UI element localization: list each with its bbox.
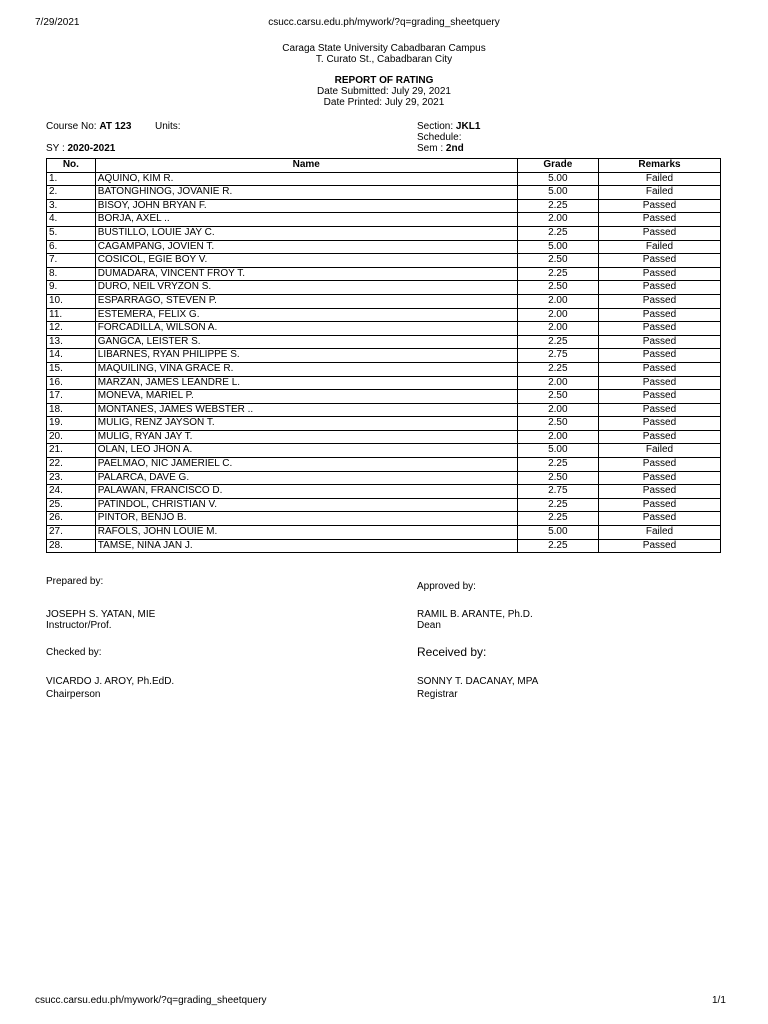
cell-name: MARZAN, JAMES LEANDRE L. <box>95 376 517 390</box>
table-row <box>47 199 721 213</box>
cell-no: 22. <box>47 458 96 472</box>
cell-grade: 2.75 <box>517 485 598 499</box>
cell-no: 27. <box>47 526 96 540</box>
cell-name: BUSTILLO, LOUIE JAY C. <box>95 226 517 240</box>
cell-name: COSICOL, EGIE BOY V. <box>95 254 517 268</box>
cell-no: 20. <box>47 430 96 444</box>
table-row <box>47 267 721 281</box>
cell-grade: 2.75 <box>517 349 598 363</box>
col-header-name: Name <box>95 159 517 173</box>
cell-grade: 2.00 <box>517 403 598 417</box>
cell-grade: 2.25 <box>517 335 598 349</box>
cell-no: 3. <box>47 199 96 213</box>
col-header-grade: Grade <box>517 159 598 173</box>
cell-no: 4. <box>47 213 96 227</box>
cell-no: 24. <box>47 485 96 499</box>
table-row <box>47 294 721 308</box>
cell-no: 26. <box>47 512 96 526</box>
cell-no: 2. <box>47 186 96 200</box>
cell-remarks: Passed <box>598 471 720 485</box>
cell-no: 18. <box>47 403 96 417</box>
cell-no: 11. <box>47 308 96 322</box>
sem-value: 2nd <box>445 143 464 154</box>
cell-no: 16. <box>47 376 96 390</box>
cell-name: PALARCA, DAVE G. <box>95 471 517 485</box>
sem-info <box>417 143 464 154</box>
table-row <box>47 403 721 417</box>
cell-grade: 2.25 <box>517 539 598 553</box>
date-submitted: Date Submitted: July 29, 2021 <box>317 86 451 97</box>
table-row <box>47 485 721 499</box>
cell-remarks: Passed <box>598 539 720 553</box>
cell-grade: 2.25 <box>517 226 598 240</box>
cell-grade: 5.00 <box>517 526 598 540</box>
table-row <box>47 539 721 553</box>
prepared-by-name: JOSEPH S. YATAN, MIE <box>46 609 156 620</box>
cell-grade: 2.50 <box>517 254 598 268</box>
cell-no: 9. <box>47 281 96 295</box>
cell-grade: 2.50 <box>517 390 598 404</box>
cell-no: 12. <box>47 322 96 336</box>
course-value: AT 123 <box>99 121 132 132</box>
col-header-no: No. <box>47 159 96 173</box>
approved-by-name: RAMIL B. ARANTE, Ph.D. <box>417 609 533 620</box>
cell-grade: 2.00 <box>517 430 598 444</box>
section-info <box>417 121 480 132</box>
cell-name: OLAN, LEO JHON A. <box>95 444 517 458</box>
cell-name: TAMSE, NIÑA JAN J. <box>95 539 517 553</box>
cell-remarks: Failed <box>598 172 720 186</box>
col-header-remarks: Remarks <box>598 159 720 173</box>
cell-no: 8. <box>47 267 96 281</box>
cell-name: MULIG, RENZ JAYSON T. <box>95 417 517 431</box>
table-row <box>47 526 721 540</box>
cell-grade: 2.50 <box>517 471 598 485</box>
table-row <box>47 226 721 240</box>
table-row <box>47 254 721 268</box>
report-title: REPORT OF RATING <box>334 75 434 86</box>
date-printed: Date Printed: July 29, 2021 <box>323 97 445 108</box>
cell-remarks: Passed <box>598 430 720 444</box>
cell-no: 13. <box>47 335 96 349</box>
sy-value: 2020-2021 <box>67 143 116 154</box>
section-value: JKL1 <box>455 121 481 132</box>
cell-remarks: Failed <box>598 186 720 200</box>
table-row <box>47 498 721 512</box>
cell-remarks: Passed <box>598 390 720 404</box>
table-body <box>47 172 721 553</box>
cell-remarks: Failed <box>598 240 720 254</box>
cell-no: 6. <box>47 240 96 254</box>
cell-remarks: Passed <box>598 267 720 281</box>
cell-grade: 2.00 <box>517 322 598 336</box>
units-label: Units: <box>154 121 181 132</box>
cell-grade: 2.25 <box>517 267 598 281</box>
cell-name: MONTAÑES, JAMES WEBSTER .. <box>95 403 517 417</box>
cell-name: RAFOLS, JOHN LOUIE M. <box>95 526 517 540</box>
table-row <box>47 376 721 390</box>
cell-name: PATINDOL, CHRISTIAN V. <box>95 498 517 512</box>
cell-remarks: Passed <box>598 458 720 472</box>
cell-remarks: Passed <box>598 512 720 526</box>
prepared-by-label: Prepared by: <box>46 576 104 587</box>
cell-name: FORCADILLA, WILSON A. <box>95 322 517 336</box>
cell-grade: 5.00 <box>517 240 598 254</box>
cell-grade: 2.25 <box>517 498 598 512</box>
cell-name: LIBARNES, RYAN PHILIPPE S. <box>95 349 517 363</box>
cell-no: 19. <box>47 417 96 431</box>
cell-name: BORJA, AXEL .. <box>95 213 517 227</box>
cell-grade: 2.25 <box>517 512 598 526</box>
cell-no: 23. <box>47 471 96 485</box>
cell-name: MULIG, RYAN JAY T. <box>95 430 517 444</box>
received-by-name: SONNY T. DACANAY, MPA <box>417 676 539 687</box>
cell-remarks: Passed <box>598 199 720 213</box>
footer-url: csucc.carsu.edu.ph/mywork/?q=grading_sheetquery <box>35 995 267 1006</box>
table-row <box>47 281 721 295</box>
table-row <box>47 444 721 458</box>
sem-label: Sem : <box>417 143 444 154</box>
checked-by-title: Chairperson <box>46 689 101 700</box>
cell-grade: 2.00 <box>517 294 598 308</box>
table-row <box>47 186 721 200</box>
cell-grade: 2.25 <box>517 458 598 472</box>
section-label: Section: <box>417 121 454 132</box>
page-url: csucc.carsu.edu.ph/mywork/?q=grading_sheetquery <box>268 17 500 28</box>
cell-name: CAGAMPANG, JOVIEN T. <box>95 240 517 254</box>
cell-remarks: Passed <box>598 417 720 431</box>
cell-no: 25. <box>47 498 96 512</box>
table-header-row <box>47 159 721 173</box>
table-row <box>47 512 721 526</box>
cell-grade: 2.50 <box>517 417 598 431</box>
cell-no: 17. <box>47 390 96 404</box>
cell-name: AQUINO, KIM R. <box>95 172 517 186</box>
prepared-by-title: Instructor/Prof. <box>46 620 112 631</box>
table-row <box>47 213 721 227</box>
cell-remarks: Passed <box>598 213 720 227</box>
table-row <box>47 417 721 431</box>
cell-no: 15. <box>47 362 96 376</box>
schedule-label: Schedule: <box>417 132 462 143</box>
cell-grade: 5.00 <box>517 444 598 458</box>
received-by-label: Received by: <box>417 645 487 659</box>
cell-grade: 5.00 <box>517 186 598 200</box>
table-row <box>47 308 721 322</box>
table-row <box>47 471 721 485</box>
cell-name: PALAWAN, FRANCISCO D. <box>95 485 517 499</box>
cell-remarks: Passed <box>598 335 720 349</box>
cell-remarks: Passed <box>598 498 720 512</box>
cell-no: 21. <box>47 444 96 458</box>
cell-remarks: Passed <box>598 308 720 322</box>
cell-remarks: Passed <box>598 362 720 376</box>
table-row <box>47 172 721 186</box>
table-row <box>47 390 721 404</box>
checked-by-name: VICARDO J. AROY, Ph.EdD. <box>46 676 175 687</box>
table-row <box>47 362 721 376</box>
course-info <box>46 121 181 132</box>
cell-no: 10. <box>47 294 96 308</box>
cell-grade: 2.00 <box>517 376 598 390</box>
cell-name: PINTOR, BENJO B. <box>95 512 517 526</box>
course-label: Course No: <box>46 121 97 132</box>
table-row <box>47 240 721 254</box>
school-year <box>46 143 115 154</box>
cell-no: 28. <box>47 539 96 553</box>
cell-name: ESTEMERA, FELIX G. <box>95 308 517 322</box>
received-by-title: Registrar <box>417 689 458 700</box>
print-date: 7/29/2021 <box>35 17 80 28</box>
cell-grade: 2.00 <box>517 213 598 227</box>
institution-address: T. Curato St., Cabadbaran City <box>315 54 453 65</box>
cell-name: PAELMAO, NIC JAMERIEL C. <box>95 458 517 472</box>
cell-no: 7. <box>47 254 96 268</box>
approved-by-title: Dean <box>417 620 441 631</box>
cell-remarks: Passed <box>598 403 720 417</box>
cell-remarks: Passed <box>598 322 720 336</box>
cell-remarks: Passed <box>598 485 720 499</box>
cell-remarks: Failed <box>598 444 720 458</box>
table-row <box>47 430 721 444</box>
cell-grade: 2.00 <box>517 308 598 322</box>
checked-by-label: Checked by: <box>46 647 102 658</box>
cell-remarks: Passed <box>598 349 720 363</box>
cell-grade: 2.50 <box>517 281 598 295</box>
cell-remarks: Passed <box>598 281 720 295</box>
table-row <box>47 322 721 336</box>
page-number: 1/1 <box>712 995 726 1006</box>
cell-grade: 2.25 <box>517 362 598 376</box>
cell-remarks: Passed <box>598 254 720 268</box>
cell-name: MONEVA, MARIEL P. <box>95 390 517 404</box>
table-row <box>47 458 721 472</box>
grades-table <box>46 158 721 553</box>
cell-grade: 2.25 <box>517 199 598 213</box>
cell-grade: 5.00 <box>517 172 598 186</box>
approved-by-label: Approved by: <box>417 581 476 592</box>
cell-no: 5. <box>47 226 96 240</box>
cell-name: DURO, NEIL VRYZON S. <box>95 281 517 295</box>
cell-remarks: Passed <box>598 376 720 390</box>
cell-name: BISOY, JOHN BRYAN F. <box>95 199 517 213</box>
cell-remarks: Passed <box>598 294 720 308</box>
table-row <box>47 335 721 349</box>
cell-no: 1. <box>47 172 96 186</box>
cell-remarks: Failed <box>598 526 720 540</box>
institution-name: Caraga State University Cabadbaran Campus <box>282 43 486 54</box>
cell-remarks: Passed <box>598 226 720 240</box>
table-row <box>47 349 721 363</box>
cell-name: BATONGHINOG, JOVANIE R. <box>95 186 517 200</box>
cell-name: ESPARRAGO, STEVEN P. <box>95 294 517 308</box>
cell-name: GANGCA, LEISTER S. <box>95 335 517 349</box>
cell-no: 14. <box>47 349 96 363</box>
cell-name: MAQUILING, VINA GRACE R. <box>95 362 517 376</box>
sy-label: SY : <box>46 143 65 154</box>
cell-name: DUMADARA, VINCENT FROY T. <box>95 267 517 281</box>
